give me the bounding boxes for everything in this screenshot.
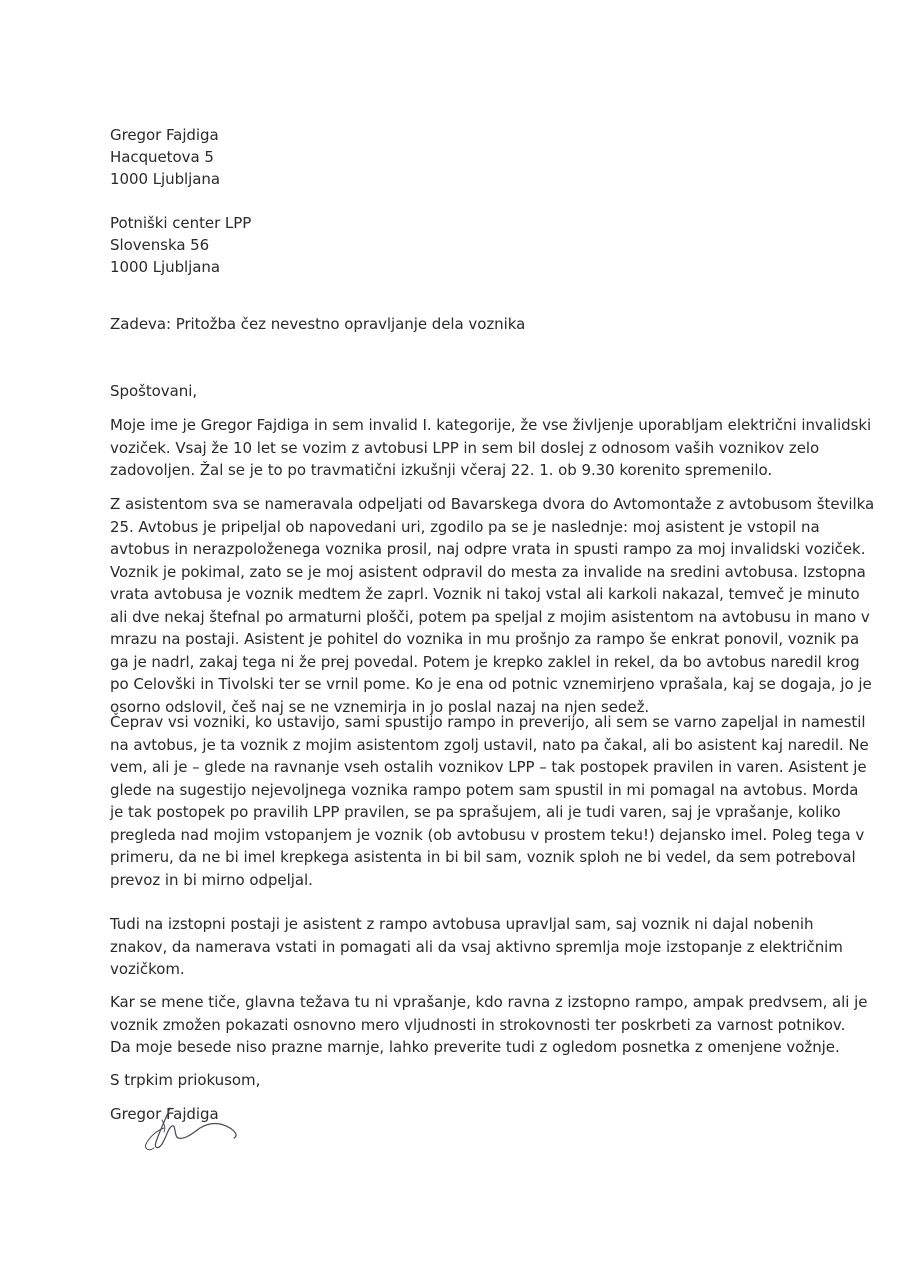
closing-text: S trpkim priokusom, [110,1071,261,1089]
paragraph-line: je tak postopek po pravilih LPP pravilen, se pa sprašujem, ali je tudi varen, saj je vprašanje, koliko [110,803,841,821]
paragraph-line: ga je nadrl, zakaj tega ni že prej povedal. Potem je krepko zaklel in rekel, da bo avtobus naredil krog [110,652,860,671]
paragraph-line: Voznik je pokimal, zato se je moj asistent odpravil do mesta za invalide na sredini avtobusa. Izstopna [110,562,866,581]
paragraph-line: po Celovški in Tivolski ter se vrnil pome. Ko je ena od potnic vznemirjeno vprašala, kaj se dogaja, jo je [110,675,872,693]
subject-line [110,313,800,335]
paragraph-line: glede na sugestijo nejevoljnega voznika rampo potem sam spustil in mi pomagal na avtobus. Morda [110,780,859,799]
paragraph-line: vozičkom. [110,960,185,978]
handwritten-signature [136,1098,246,1156]
paragraph-4 [110,913,843,981]
paragraph-line: vem, ali je – glede na ravnanje vseh ostalih voznikov LPP – tak postopek pravilen in varen. Asistent je [110,758,867,776]
paragraph-line: ali dve nekaj štefnal po armaturni plošči, potem pa speljal z mojim asistentom na avtobusu in mano v [110,607,870,626]
paragraph-line: primeru, da ne bi imel krepkega asistenta in bi bil sam, voznik sploh ne bi vedel, da sem potreboval [110,848,856,866]
paragraph-line: Tudi na izstopni postaji je asistent z rampo avtobusa upravljal sam, saj voznik ni dajal nobenih [110,915,814,933]
recipient-street: Slovenska 56 [110,236,210,254]
sender-city: 1000 Ljubljana [110,170,221,188]
paragraph-3 [110,711,869,891]
sender-street: Hacquetova 5 [110,148,214,166]
sender-name: Gregor Fajdiga [110,126,219,144]
sender-address [110,124,800,190]
paragraph-5 [110,991,868,1059]
paragraph-line: Z asistentom sva se nameravala odpeljati od Bavarskega dvora do Avtomontaže z avtobusom številka [110,495,875,513]
paragraph-2 [110,493,875,718]
closing [110,1069,800,1091]
greeting [110,380,800,402]
paragraph-line: osorno odslovil, češ naj se ne vznemirja in jo poslal nazaj na njen sedež. [110,697,650,716]
paragraph-1 [110,414,872,482]
paragraph-line: prevoz in bi mirno odpeljal. [110,870,313,889]
paragraph-line: na avtobus, je ta voznik z mojim asistentom zgolj ustavil, nato pa čakal, ali bo asistent kaj naredil. Ne [110,735,869,754]
paragraph-line: zadovoljen. Žal se je to po travmatični izkušnji včeraj 22. 1. ob 9.30 korenito spremenilo. [110,461,773,479]
recipient-city: 1000 Ljubljana [110,258,221,276]
paragraph-line: mrazu na postaji. Asistent je pohitel do voznika in mu prošnjo za rampo še enkrat ponovil, voznik pa [110,630,860,648]
paragraph-line: Da moje besede niso prazne marnje, lahko preverite tudi z ogledom posnetka z omenjene vožnje. [110,1038,840,1056]
paragraph-line: znakov, da namerava vstati in pomagati ali da vsaj aktivno spremlja moje izstopanje z električnim [110,937,843,956]
paragraph-line: Čeprav vsi vozniki, ko ustavijo, sami spustijo rampo in preverijo, ali sem se varno zapeljal in namestil [110,713,866,731]
paragraph-line: 25. Avtobus je pripeljal ob napovedani uri, zgodilo pa se je naslednje: moj asistent je vstopil na [110,517,820,536]
paragraph-line: vrata avtobusa je voznik medtem že zaprl. Voznik ni takoj vstal ali karkoli nakazal, temveč je minuto [110,585,860,603]
paragraph-line: voznik zmožen pokazati osnovno mero vljudnosti in strokovnosti ter poskrbeti za varnost potnikov. [110,1015,846,1034]
paragraph-line: voziček. Vsaj že 10 let se vozim z avtobusi LPP in sem bil doslej z odnosom vaših voznikov zelo [110,438,820,457]
paragraph-line: pregleda nad mojim vstopanjem je voznik (ob avtobusu v prostem teku!) dejansko imel. Poleg tega v [110,825,865,844]
paragraph-line: avtobus in nerazpoloženega voznika prosil, naj odpre vrata in spusti rampo za moj invalidski voziček. [110,540,866,558]
subject-text: Zadeva: Pritožba čez nevestno opravljanje dela voznika [110,315,526,333]
paragraph-line: Kar se mene tiče, glavna težava tu ni vprašanje, kdo ravna z izstopno rampo, ampak predvsem, ali je [110,993,868,1011]
greeting-text: Spoštovani, [110,382,198,400]
paragraph-line: Moje ime je Gregor Fajdiga in sem invalid I. kategorije, že vse življenje uporabljam električni invalidski [110,416,872,434]
signature-printed-name: Gregor Fajdiga [110,1105,219,1123]
recipient-name: Potniški center LPP [110,214,252,232]
recipient-address [110,212,800,278]
